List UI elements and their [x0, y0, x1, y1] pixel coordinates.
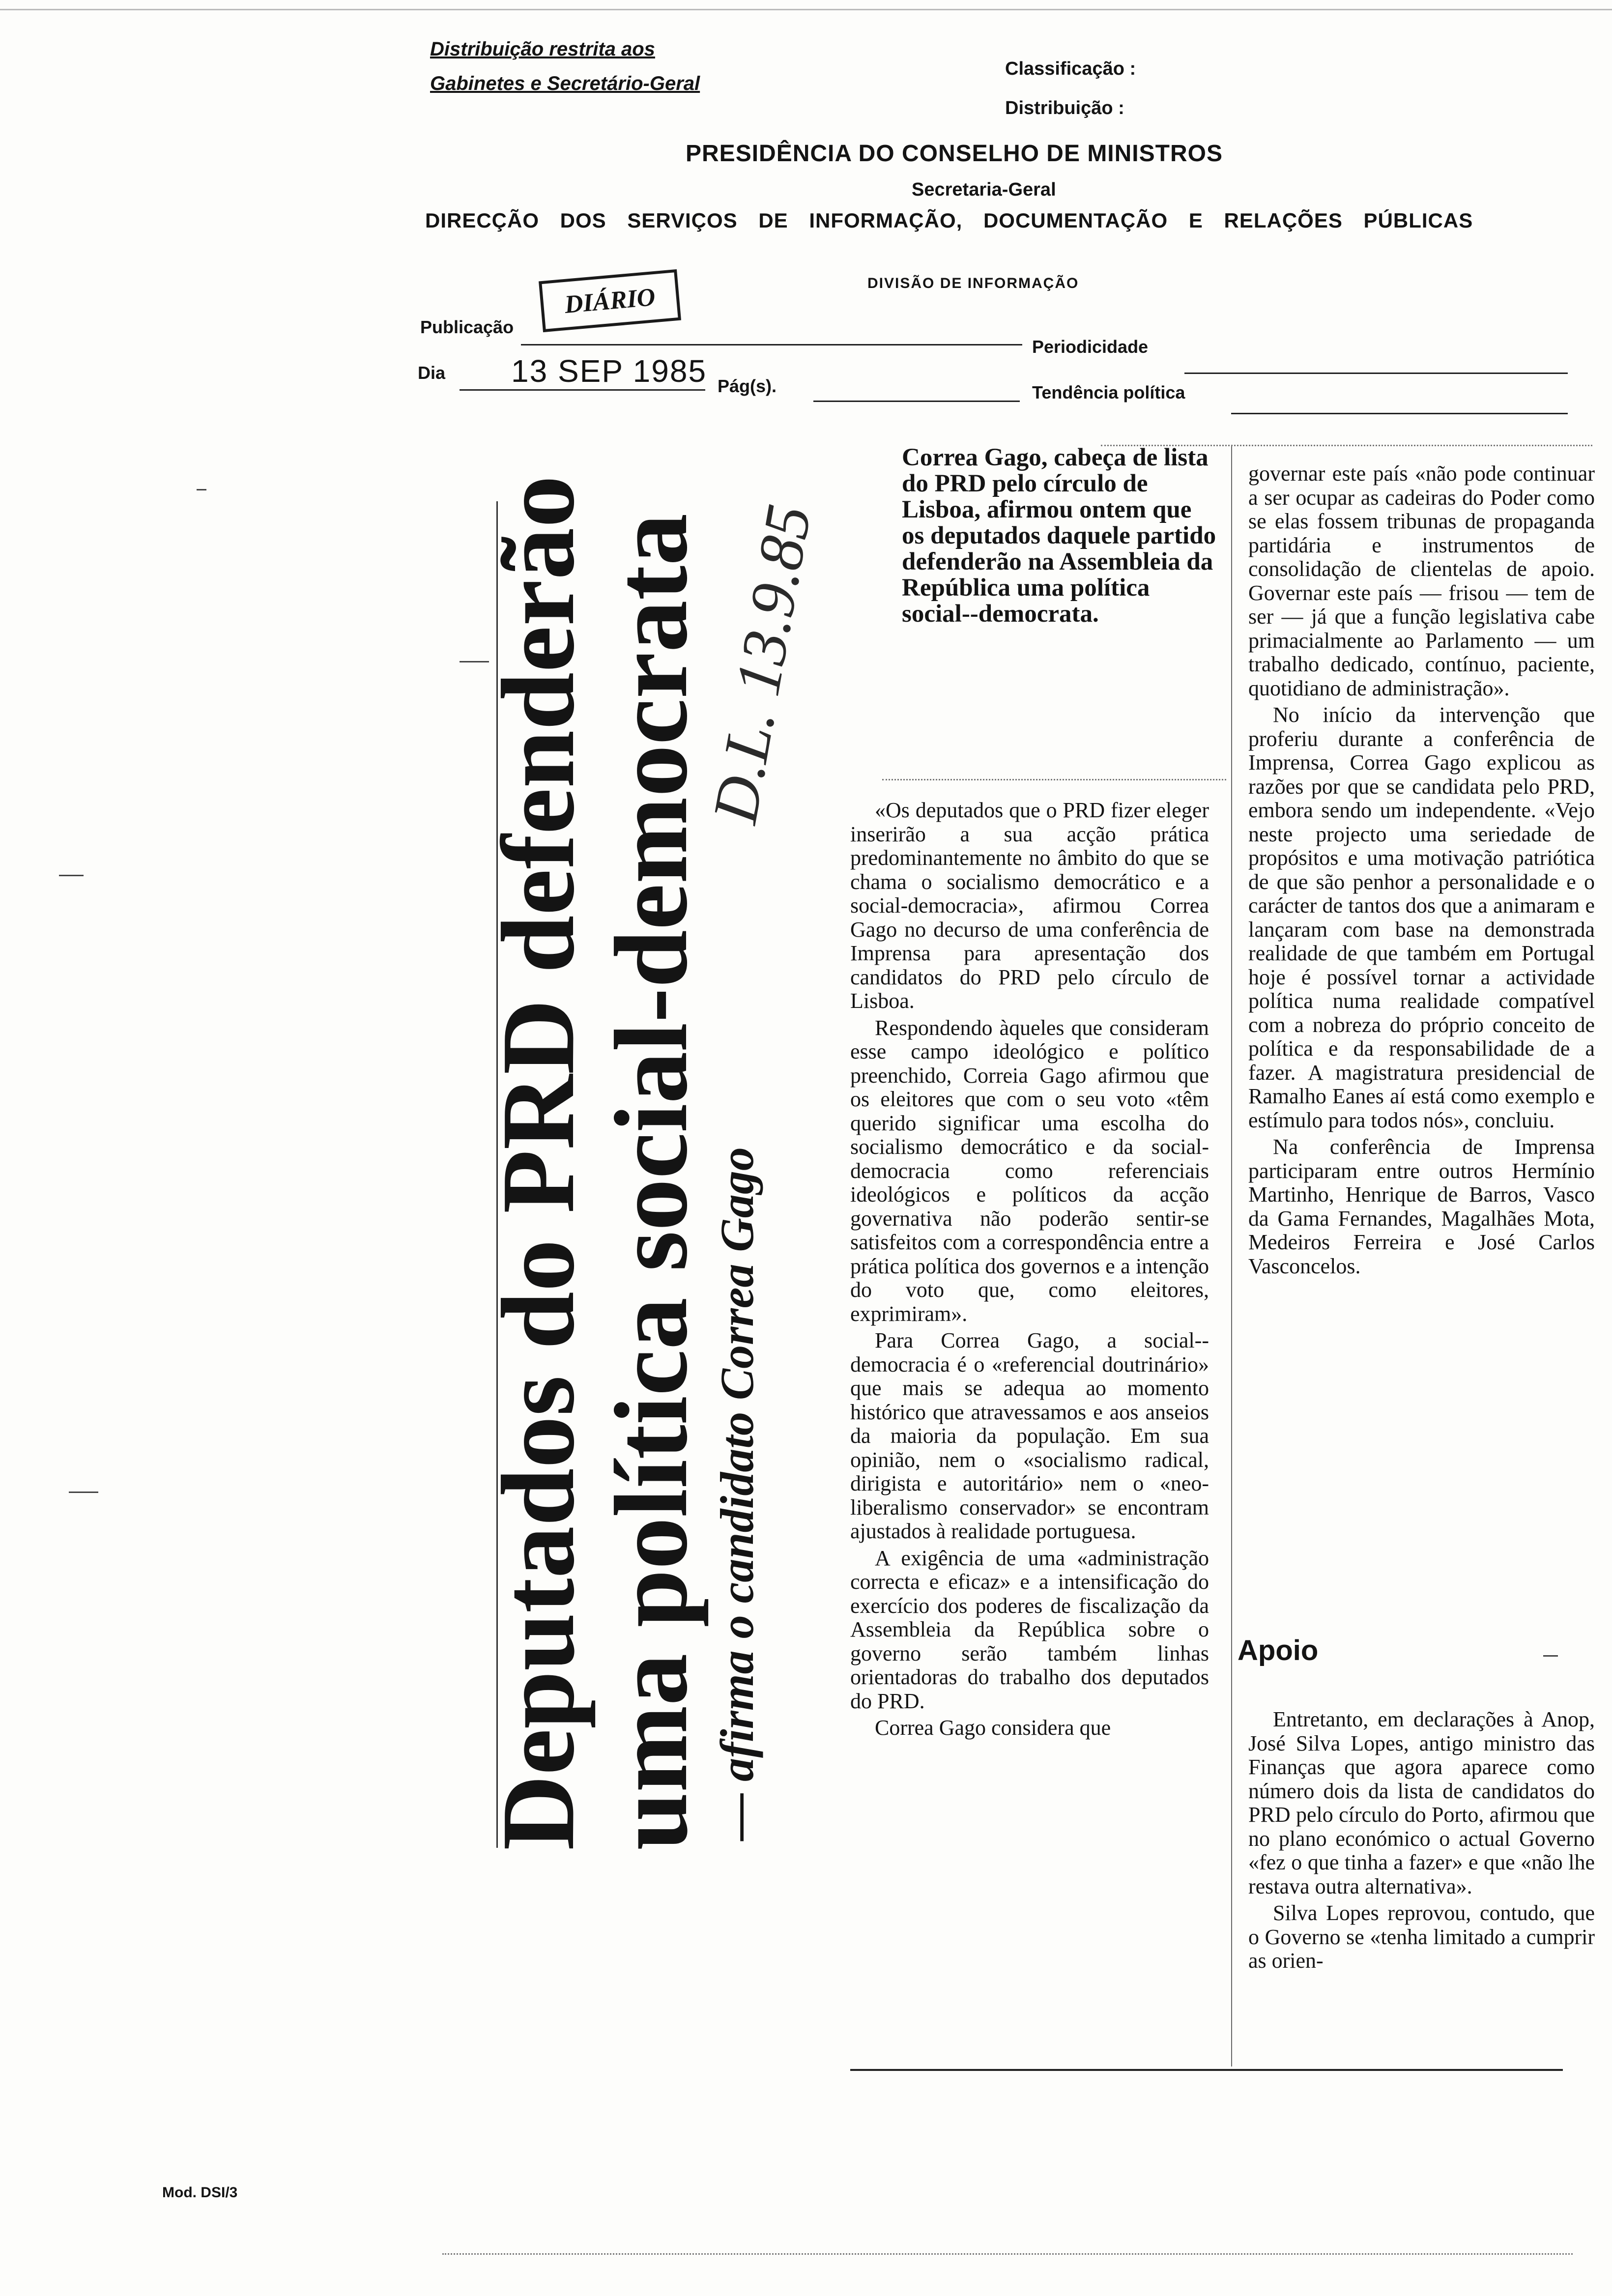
col1-paragraph: Correa Gago considera que	[875, 1716, 1111, 1740]
col3-paragraph: Entretanto, em declarações à Anop, José Silva Lopes, antigo ministro das Finanças que agora aparece como número dois da lista de candidatos do PRD pelo círculo do Porto, afirmou que no plano económico o actual Governo «fez o que tinha a fazer» e que «não lhe restava outra alternativa».	[1248, 1707, 1595, 1898]
handwritten-note: D.L. 13.9.85	[699, 499, 825, 829]
periodicidade-label: Periodicidade	[1032, 337, 1149, 357]
classificacao-label: Classificação :	[1005, 58, 1136, 79]
col1-paragraph: A exigência de uma «administração correcta e eficaz» e a intensificação do exercício dos poderes de fiscalização da Assembleia da República sobre o governo serão também linhas orientadoras do trabalho dos deputados do PRD.	[850, 1546, 1209, 1713]
col1-paragraph: «Os deputados que o PRD fizer eleger inserirão a sua acção prática predominantemente no âmbito do que se chama o socialismo democrático e a social-democracia», afirmou Correa Gago no decurso de uma conferência de Imprensa para apresentação dos candidatos do PRD pelo círculo de Lisboa.	[850, 798, 1209, 1013]
publicacao-line	[521, 344, 1022, 345]
col2-paragraph: Na conferência de Imprensa participaram entre outros Hermínio Martinho, Henrique de Barros, Vasco da Gama Fernandes, Magalhães Mota, Medeiros Ferreira e José Carlos Vasconcelos.	[1248, 1135, 1595, 1278]
headline-line-2: uma política social-democrata	[593, 513, 709, 1850]
periodicidade-line	[1184, 373, 1568, 374]
restricted-line-1: Distribuição restrita aos	[430, 38, 655, 60]
col3-paragraph: Silva Lopes reprovou, contudo, que o Governo se «tenha limitado a cumprir as orien-	[1248, 1901, 1595, 1973]
tendencia-label: Tendência política	[1032, 382, 1185, 402]
article-column-2	[1248, 462, 1595, 1278]
dia-label: Dia	[418, 363, 446, 383]
pags-label: Pág(s).	[718, 376, 777, 396]
margin-mark	[59, 875, 84, 876]
lead-separator	[882, 779, 1226, 780]
dia-line	[460, 389, 705, 391]
restricted-line-2: Gabinetes e Secretário-Geral	[430, 73, 700, 94]
margin-mark	[197, 489, 206, 490]
col2-paragraph: governar este país «não pode continuar a ser ocupar as cadeiras do Poder como se elas fossem tribunas de propaganda partidária e instrumentos de consolidação de clientelas de apoio. Governar este país — frisou — tem de ser — já que a função legislativa cabe primacialmente ao Parlamento — um trabalho dedicado, contínuo, paciente, quotidiano de administração».	[1248, 461, 1595, 700]
headline-line-1: Deputados do PRD defenderão	[480, 475, 596, 1850]
article-bottom-rule	[850, 2069, 1563, 2071]
column-separator	[1231, 445, 1232, 2066]
article-column-3	[1248, 1708, 1595, 1973]
subheading-apoio: Apoio	[1238, 1635, 1319, 1666]
secretaria-subtitle: Secretaria-Geral	[912, 179, 1056, 200]
col2-paragraph: No início da intervenção que proferiu durante a conferência de Imprensa, Correa Gago explicou as razões por que se candidata pelo PRD, embora sendo um independente. «Vejo neste projecto uma seriedade de propósitos e uma motivação patriótica de que são penhor a personalidade e o carácter de tantos dos que a animaram e lançaram com base na demonstrada realidade de que também em Portugal hoje é possível tornar a actividade política numa realidade compatível com a nobreza do próprio conceito de política e da responsabilidade de a fazer. A magistratura presidencial de Ramalho Eanes aí está como exemplo e estímulo para todos nós», concluiu.	[1248, 703, 1595, 1132]
margin-mark	[69, 1492, 98, 1493]
tendencia-line	[1231, 413, 1568, 414]
direction-title: DIRECÇÃO DOS SERVIÇOS DE INFORMAÇÃO, DOCUMENTAÇÃO E RELAÇÕES PÚBLICAS	[425, 209, 1473, 232]
institution-title: PRESIDÊNCIA DO CONSELHO DE MINISTROS	[686, 141, 1223, 167]
top-rule	[1101, 445, 1592, 446]
headline-rule	[496, 501, 498, 1848]
headline-byline: — afirma o candidato Correa Gago	[711, 1147, 763, 1840]
col1-paragraph: Para Correa Gago, a social--democracia é o «referencial doutrinário» que mais se adequa ao momento histórico que atravessamos e aos anseios da maioria da população. Em sua opinião, nem o «socialismo radical, dirigista e autoritário» nem o «neo-liberalismo conservador» se encontram ajustados à realidade portuguesa.	[850, 1328, 1209, 1543]
form-model-code: Mod. DSI/3	[162, 2184, 238, 2201]
bottom-scan-edge	[442, 2253, 1573, 2255]
publicacao-label: Publicação	[420, 317, 514, 337]
pags-line	[813, 401, 1020, 402]
col1-paragraph: Respondendo àqueles que consideram esse campo ideológico e político preenchido, Correia Gago afirmou que os eleitores que com o seu voto «têm querido significar uma escolha do socialismo democrático e da social-democracia como referenciais ideológicos e políticos da acção governativa não poderão sentir-se satisfeitos com a correspondência entre a prática política dos governos e a intenção do voto que, como eleitores, exprimiram».	[850, 1015, 1209, 1326]
top-scan-edge	[0, 9, 1612, 10]
publication-stamp: DIÁRIO	[539, 269, 681, 332]
article-lead: Correa Gago, cabeça de lista do PRD pelo círculo de Lisboa, afirmou ontem que os deputados daquele partido defenderão na Assembleia da República uma política social--democrata.	[902, 444, 1216, 628]
subheading-dash	[1543, 1655, 1558, 1657]
restricted-distribution-note	[430, 32, 700, 101]
classification-block	[1005, 49, 1136, 128]
distribuicao-label: Distribuição :	[1005, 98, 1124, 118]
date-stamp: 13 SEP 1985	[511, 353, 707, 389]
division-subtitle: DIVISÃO DE INFORMAÇÃO	[867, 275, 1079, 291]
margin-mark	[460, 661, 489, 662]
article-column-1	[850, 799, 1209, 1740]
